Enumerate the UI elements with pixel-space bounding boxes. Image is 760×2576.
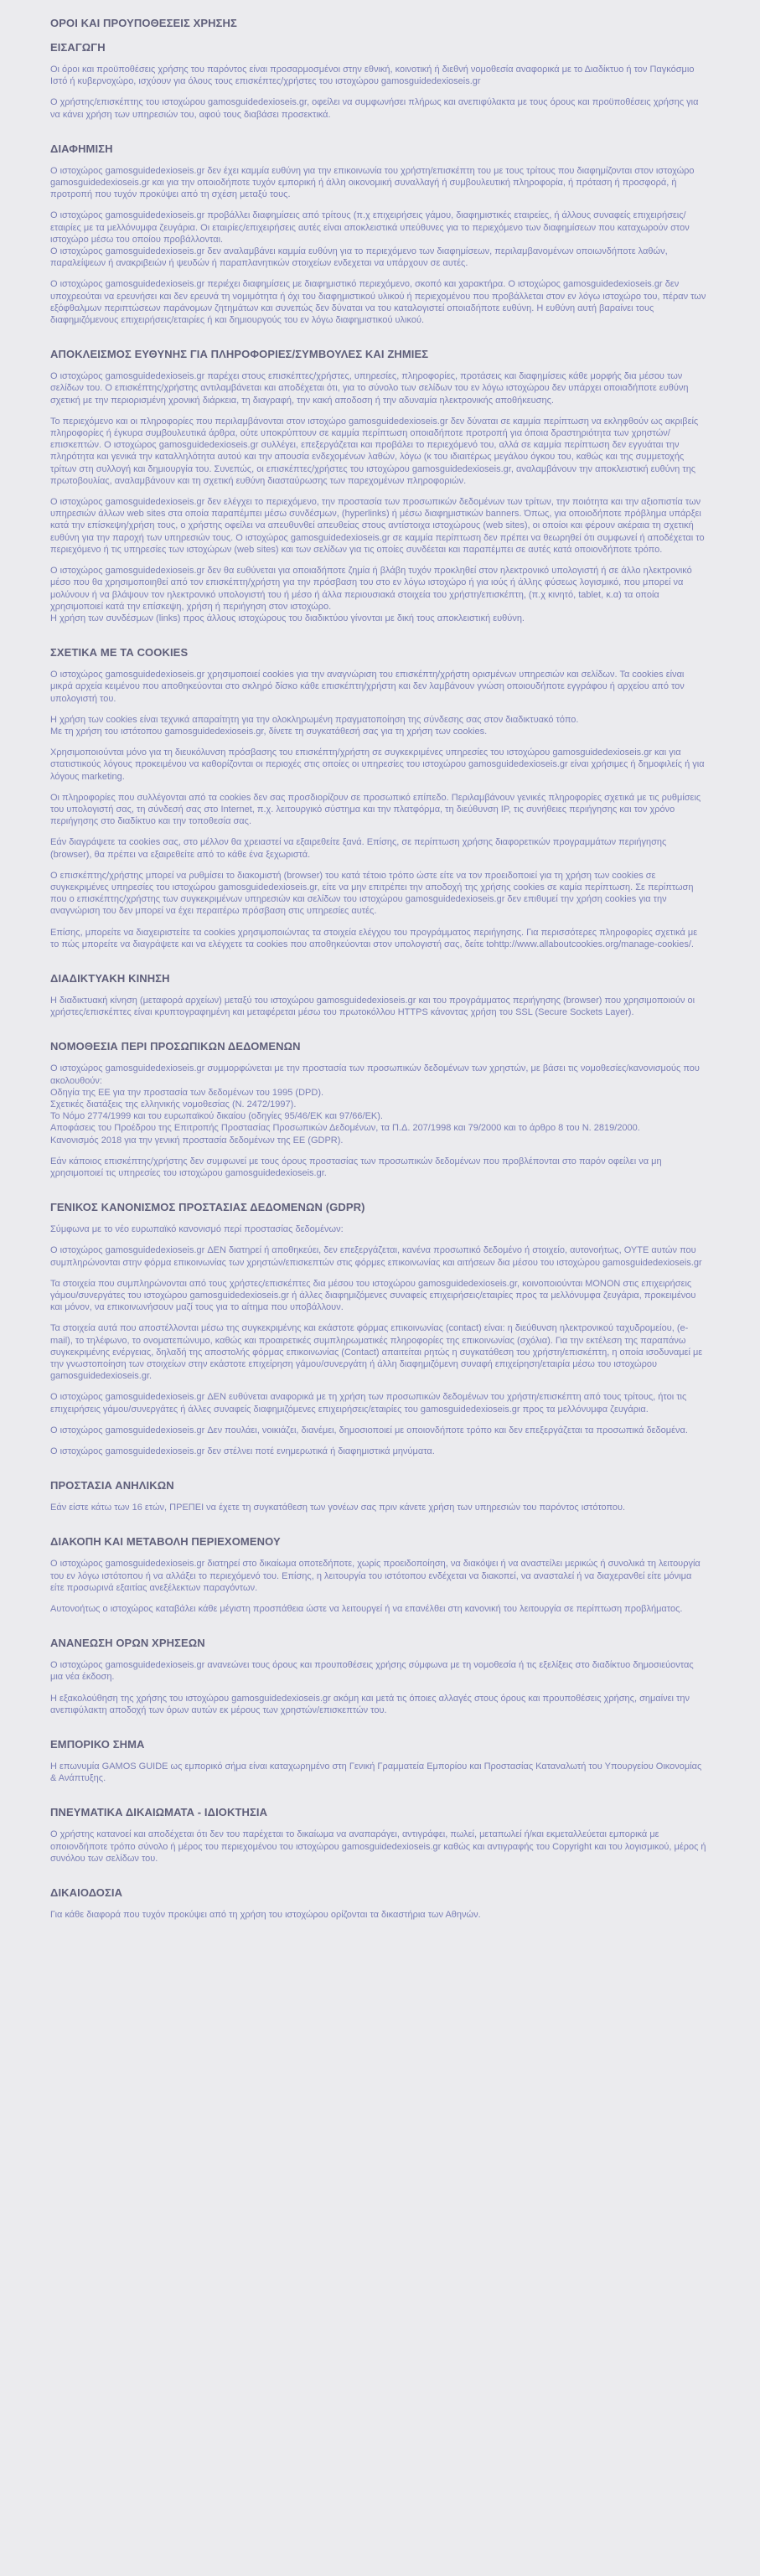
section-paragraph: Η χρήση των cookies είναι τεχνικά απαραίτητη για την ολοκληρωμένη πραγματοποίηση της σύνδεσης σας στον διαδικτυακό τόπο. Με τη χρήση του ιστότοπου gamosguidedexioseis.gr, δίνετε τη συγκατάθεσή σας για τη χρήση των cookies. — [50, 714, 579, 737]
section-paragraph: Οι όροι και προϋποθέσεις χρήσης του παρόντος είναι προσαρμοσμένοι στην εθνική, κοινοτική ή διεθνή νομοθεσία αναφορικά με το Διαδίκτυο ή τον Παγκόσμιο Ιστό ή κυβερνοχώρο, ισχύουν για όλους τους επισκέπτες/χρήστες του ιστοχώρου gamosguidedexioseis.gr — [50, 65, 695, 87]
section-heading: ΔΙΑΔΙΚΤΥΑΚΗ ΚΙΝΗΣΗ — [50, 971, 170, 985]
section-paragraph: Ο χρήστης/επισκέπτης του ιστοχώρου gamosguidedexioseis.gr, οφείλει να συμφωνήσει πλήρως και ανεπιφύλακτα με τους όρους και προϋποθέσεις χρήσης για να κάνει χρήση των υπηρεσιών του, αφού τους διαβάσει προσεκτικά. — [50, 97, 699, 120]
section-paragraph: Ο ιστοχώρος gamosguidedexioseis.gr παρέχει στους επισκέπτες/χρήστες, υπηρεσίες, πληροφορίες, προτάσεις και διαφημίσεις κάθε μορφής δια μέσου των σελίδων του. Ο επισκέπτης/χρήστης αντιλαμβάνεται και αποδέχεται ότι, για το σύνολο των σελίδων του εν λόγω ιστοχώρου δεν υπάρχει οποιαδήποτε ευθύνη σχετική με την περιορισμένη χρονική διάρκεια, τη διαγραφή, την κακή αποδοση ή την αδυναμία ηλεκτρονικής αποθήκευσης. — [50, 371, 689, 406]
section-paragraph: Σύμφωνα με το νέο ευρωπαϊκό κανονισμό περί προστασίας δεδομένων: — [50, 1224, 344, 1235]
terms-section — [50, 1040, 706, 1179]
section-paragraph: Ο ιστοχώρος gamosguidedexioseis.gr περιέχει διαφημίσεις με διαφημιστικό περιεχόμενο, σκοπό και χαρακτήρα. Ο ιστοχώρος gamosguidedexioseis.gr δεν υποχρεούται να ερευνήσει και δεν ερευνά τη νομιμότητα ή όχι του διαφημιστικού υλικού ή περιεχομένου που προβάλλεται στον εν λόγω ιστοχώρο του, πέραν των εξόφθαλμων περιπτώσεων παράνομων ζητημάτων και συνεπώς δεν δύναται να του καταλογιστεί οποιαδήποτε ευθύνη. Η ευθύνη αυτή βαραίνει τους διαφημιζόμενους επιχειρήσεις/εταιρίες ή και δημιουργούς του εν λόγω διαφημιστικού υλικού. — [50, 279, 706, 326]
section-heading: ΔΙΚΑΙΟΔΟΣΙΑ — [50, 1886, 123, 1900]
section-paragraph: Ο ιστοχώρος gamosguidedexioseis.gr προβάλλει διαφημίσεις από τρίτους (π.χ επιχειρήσεις γάμου, διαφημιστικές εταιρείες, ή άλλους συναφείς επιχειρήσεις/εταιρίες με τα μελλόνυμφα ζευγάρια. Οι εταιρίες/επιχειρήσεις αυτές είναι αποκλειστικά υπεύθυνες για το περιεχόμενο των διαφημίσεων που καταχωρούν στον ιστοχώρο μέσω του οποίου προβάλλονται. Ο ιστοχώρος gamosguidedexioseis.gr δεν αναλαμβάνει καμμία ευθύνη για το περιεχόμενο των διαφημίσεων, περιλαμβανομένων οποιωνδήποτε λαθών, παραλείψεων ή ανακριβειών ή ψευδών ή παραπλανητικών στοιχείων ενδεχεται να υπάρχουν σε αυτές. — [50, 210, 690, 269]
section-heading: ΠΝΕΥΜΑΤΙΚΑ ΔΙΚΑΙΩΜΑΤΑ - ΙΔΙΟΚΤΗΣΙΑ — [50, 1806, 268, 1819]
section-paragraph: Ο ιστοχώρος gamosguidedexioseis.gr χρησιμοποιεί cookies για την αναγνώριση του επισκέπτη/χρήστη ορισμένων υπηρεσιών και σελίδων. Τα cookies είναι μικρά αρχεία κειμένου που αποθηκεύονται στο σκληρό δίσκο κάθε επισκέπτη/χρήστη και δεν λαμβάνουν γνώση οποιουδήποτε εγγράφου ή αρχείου από τον υπολογιστή του. — [50, 670, 685, 704]
section-paragraph: Η επωνυμία GAMOS GUIDE ως εμπορικό σήμα είναι καταχωρημένο στη Γενική Γραμματεία Εμπορίου και Προστασίας Καταναλωτή του Υπουργείου Οικονομίας & Ανάπτυξης. — [50, 1761, 702, 1784]
section-heading: ΓΕΝΙΚΟΣ ΚΑΝΟΝΙΣΜΟΣ ΠΡΟΣΤΑΣΙΑΣ ΔΕΔΟΜΕΝΩΝ (GDPR) — [50, 1201, 365, 1214]
section-paragraph: Επίσης, μπορείτε να διαχειριστείτε τα cookies χρησιμοποιώντας τα στοιχεία ελέγχου του προγράμματος περιήγησης. Για περισσότερες πληροφορίες σχετικά με το πώς μπορείτε να διαγράψετε και να ελέγχετε τα cookies που αποθηκεύονται στον υπολογιστή σας, δείτε tohttp://www.allaboutcookies.org/manage-cookies/. — [50, 927, 698, 949]
section-paragraph: Τα στοιχεία που συμπληρώνονται από τους χρήστες/επισκέπτες δια μέσου του ιστοχώρου gamosguidedexioseis.gr, κοινοποιούνται ΜΟΝΟΝ στις επιχειρήσεις γάμου/συνεργάτες του ιστοχώρου gamosguidedexioseis.gr ή άλλες διαφημιζόμενες συναφείς επιχειρήσεις/εταιρίες προς τα μελλόνυμφα ζευγάρια, προκειμένου και μόνον, να επικοινωνήσουν μαζί τους για το αίτημα που υποβάλλουν. — [50, 1278, 696, 1313]
section-paragraph: Η εξακολούθηση της χρήσης του ιστοχώρου gamosguidedexioseis.gr ακόμη και μετά τις όποιες αλλαγές στους όρους και προυποθέσεις χρήσης, σημαίνει την ανεπιφύλακτη αποδοχή των όρων αυτών εκ μέρους των χρηστών/επισκεπτών του. — [50, 1693, 690, 1715]
terms-section — [50, 41, 706, 121]
terms-section — [50, 1637, 706, 1716]
terms-section — [50, 1479, 706, 1513]
section-paragraph: Ο ιστοχώρος gamosguidedexioseis.gr ανανεώνει τους όρους και προυποθέσεις χρήσης σύμφωνα με τη νομοθεσία ή τις εξελίξεις στο διαδίκτυο δημοσιεύοντας μια νέα έκδοση. — [50, 1660, 694, 1683]
section-paragraph: Ο χρήστης κατανοεί και αποδέχεται ότι δεν του παρέχεται το δικαίωμα να αναπαράγει, αντιγράφει, πωλεί, μεταπωλεί ή/και εκμεταλλεύεται εμπορικά με οποιονδήποτε τρόπο σύνολο ή μέρος του περιεχομένου του ιστοχώρου gamosguidedexioseis.gr καθώς και αντιγραφής του Copyright και του λογισμικού, μέρος ή συνόλου των σελίδων του. — [50, 1829, 706, 1864]
section-paragraph: Ο ιστοχώρος gamosguidedexioseis.gr δεν στέλνει ποτέ ενημερωτικά ή διαφημιστικά μηνύματα. — [50, 1446, 435, 1457]
section-paragraph: Η διαδικτυακή κίνηση (μεταφορά αρχείων) μεταξύ του ιστοχώρου gamosguidedexioseis.gr και του προγράμματος περιήγησης (browser) που χρησιμοποιούν οι χρήστες/επισκέπτες είναι κρυπτογραφημένη και μεταφέρεται μέσω του πρωτοκόλλου HTTPS κάνοντας χρήση του SSL (Secure Sockets Layer). — [50, 995, 695, 1018]
terms-section — [50, 1201, 706, 1457]
section-paragraph: Εάν κάποιος επισκέπτης/χρήστης δεν συμφωνεί με τους όρους προστασίας των προσωπικών δεδομένων που προβλέπονται στο παρόν οφείλει να μη χρησιμοποιεί τις υπηρεσίες του ιστοχώρου gamosguidedexioseis.gr. — [50, 1156, 662, 1178]
section-paragraph: Τα στοιχεία αυτά που αποστέλλονται μέσω της συγκεκριμένης και εκάστοτε φόρμας επικοινωνίας (contact) είναι: η διεύθυνση ηλεκτρονικού ταχυδρομείου, (e-mail), το τηλέφωνο, το ονοματεπώνυμο, καθώς και προαιρετικές συμπληρωματικές πληροφορίες της επικοινωνίας (σχόλια). Για την εκτέλεση της παραπάνω συγκεκριμένης ενέργειας, δηλαδή της αποστολής φόρμας επικοινωνίας (Contact) απαιτείται ρητώς η συγκατάθεση του χρήστη/επισκέπτη, η οποία ισοδυναμεί με την γνωστοποίηση των στοιχείων στην εκάστοτε επιχείρηση γάμου/συνεργάτη ή άλλη διαφημιζόμενη συναφή επιχείρηση/εταιρία μέσω του ιστοχώρου gamosguidedexioseis.gr. — [50, 1323, 703, 1382]
section-heading: ΕΙΣΑΓΩΓΗ — [50, 41, 106, 54]
terms-section — [50, 646, 706, 950]
section-paragraph: Ο ιστοχώρος gamosguidedexioseis.gr ΔΕΝ διατηρεί ή αποθηκεύει, δεν επεξεργάζεται, κανένα προσωπικό δεδομένο ή στοιχείο, αυτονοήτως, ΟΥΤΕ αυτών που συμπληρώνονται στην φόρμα επικοινωνίας των χρηστών/επισκεπτών στις φόρμες επικοινωνίας και αιτήσεων δια μέσου του ιστοχώρου gamosguidedexioseis.gr — [50, 1245, 702, 1268]
terms-section — [50, 348, 706, 624]
section-paragraph: Εάν είστε κάτω των 16 ετών, ΠΡΕΠΕΙ να έχετε τη συγκατάθεση των γονέων σας πριν κάνετε χρήση των υπηρεσιών του παρόντος ιστότοπου. — [50, 1503, 626, 1513]
section-paragraph: Οι πληροφορίες που συλλέγονται από τα cookies δεν σας προσδιορίζουν σε προσωπικό επίπεδο. Περιλαμβάνουν γενικές πληροφορίες σχετικά με τις ρυθμίσεις του υπολογιστή σας, τη σύνδεσή σας στο Internet, π.χ. λειτουργικό σύστημα και την πλατφόρμα, τη διεύθυνση IP, τις συνήθειες περιήγησης και τον χρόνο περιήγησης στο διαδίκτυο και την τοποθεσία σας. — [50, 792, 701, 827]
section-paragraph: Το περιεχόμενο και οι πληροφορίες που περιλαμβάνονται στον ιστοχώρο gamosguidedexioseis.gr δεν δύναται σε καμμία περίπτωση να εκληφθούν ως ακριβείς πληροφορίες ή έγκυρα συμβουλευτικά άρθρα, ούτε υποκρύπτουν σε καμμία περίπτωση οποιαδήποτε προτροπή για όποια δραστηριότητα των χρηστών/επισκεπτών. Ο ιστοχώρος gamosguidedexioseis.gr συλλέγει, επεξεργάζεται και προβάλει το περιεχόμενό του, αλλά σε καμμία περίπτωση δεν εγγυάται την πληρότητα και γενικά την καταλληλότητα αυτού και την απουσία ενδεχομένων λαθών, λόγω (κ του ιδιαιτέρως μεγάλου όγκου του, καθώς και της συμμετοχής τρίτων στη συλλογή και δημιουργία του. Συνεπώς, οι επισκέπτες/χρήστες του ιστοχώρου gamosguidedexioseis.gr, αναλαμβάνουν την αποκλειστική ευθύνη της πρωτοβουλίας, αναλαμβάνουν και τη σχετική ευθύνη διασταύρωσης των παρεχομένων πληροφοριών. — [50, 416, 699, 486]
section-paragraph: Ο ιστοχώρος gamosguidedexioseis.gr συμμορφώνεται με την προστασία των προσωπικών δεδομένων των χρηστών, με βάσει τις νομοθεσίες/κανονισμούς που ακολουθούν: Οδηγία της ΕΕ για την προστασία των δεδομένων του 1995 (DPD). Σχετικές διατάξεις της ελληνικής νομοθεσίας (Ν. 2472/1997). Το Νόμο 2774/1999 και του ευρωπαϊκού δικαίου (οδηγίες 95/46/ΕΚ και 97/66/ΕΚ). Αποφάσεις του Προέδρου της Επιτροπής Προστασίας Προσωπικών Δεδομένων, τα Π.Δ. 207/1998 και 79/2000 και το άρθρο 8 του Ν. 2819/2000. Κανονισμός 2018 για την γενική προστασία δεδομένων της ΕΕ (GDPR). — [50, 1063, 700, 1146]
section-heading: ΔΙΑΚΟΠΗ ΚΑΙ ΜΕΤΑΒΟΛΗ ΠΕΡΙΕΧΟΜΕΝΟΥ — [50, 1535, 281, 1549]
section-paragraph: Ο ιστοχώρος gamosguidedexioseis.gr Δεν πουλάει, νοικιάζει, διανέμει, δημοσιοποιεί με οποιονδήποτε τρόπο και δεν επεξεργάζεται τα προσωπικά δεδομένα. — [50, 1425, 688, 1435]
section-heading: ΑΠΟΚΛΕΙΣΜΟΣ ΕΥΘΥΝΗΣ ΓΙΑ ΠΛΗΡΟΦΟΡΙΕΣ/ΣΥΜΒΟΥΛΕΣ ΚΑΙ ΖΗΜΙΕΣ — [50, 348, 429, 361]
page-title: ΟΡΟΙ ΚΑΙ ΠΡΟΥΠΟΘΕΣΕΙΣ ΧΡΗΣΗΣ — [50, 17, 237, 29]
terms-section — [50, 972, 706, 1018]
section-paragraph: Για κάθε διαφορά που τυχόν προκύψει από τη χρήση του ιστοχώρου ορίζονται τα δικαστήρια των Αθηνών. — [50, 1910, 481, 1921]
section-heading: ΕΜΠΟΡΙΚΟ ΣΗΜΑ — [50, 1738, 145, 1751]
section-paragraph: Ο ιστοχώρος gamosguidedexioseis.gr διατηρεί στο δικαίωμα οποτεδήποτε, χωρίς προειδοποίηση, να διακόψει ή να αναστείλει μερικώς ή συνολικά τη λειτουργία του εν λόγω ιστότοπου ή να αλλάξει το περιεχόμενό του. Επίσης, η λειτουργία του ιστότοπου ενδέχεται να διακοπεί, να ανασταλεί ή να διαχερανθεί είτε μόνιμα είτε προσωρινά εξαιτίας ανεξέλεκτων παραγόντων. — [50, 1559, 701, 1593]
section-heading: ΔΙΑΦΗΜΙΣΗ — [50, 142, 113, 155]
sections-container — [50, 41, 706, 1921]
terms-section — [50, 1806, 706, 1865]
section-heading: ΣΧΕΤΙΚΑ ΜΕ ΤΑ COOKIES — [50, 646, 189, 660]
section-paragraph: Αυτονοήτως ο ιστοχώρος καταβάλει κάθε μέγιστη προσπάθεια ώστε να λειτουργεί ή να επανέλθει στη κανονική του λειτουργία σε περίπτωση προβλήματος. — [50, 1604, 683, 1615]
section-paragraph: Ο επισκέπτης/χρήστης μπορεί να ρυθμίσει το διακομιστή (browser) του κατά τέτοιο τρόπο ώστε είτε να τον προειδοποιεί για τη χρήση των cookies σε συγκεκριμένες υπηρεσίες του ιστοχώρου gamosguidedexioseis.gr, είτε να μην επιτρέπει την αποδοχή της χρήσης cookies σε καμία περίπτωση. Σε περίπτωση που ο επισκέπτης/χρήστης των συγκεκριμένων υπηρεσιών και σελίδων του ιστοχώρου gamosguidedexioseis.gr δεν επιθυμεί την χρήση cookies για την αναγνώριση του δεν μπορεί να έχει περαιτέρω πρόσβαση στις υπηρεσίες αυτές. — [50, 870, 694, 917]
section-paragraph: Ο ιστοχώρος gamosguidedexioseis.gr δεν θα ευθύνεται για οποιαδήποτε ζημία ή βλάβη τυχόν προκληθεί στον ηλεκτρονικό υπολογιστή ή σε άλλο ηλεκτρονικό μέσο που θα χρησιμοποιηθεί από τον επισκέπτη/χρήστη για την πρόσβαση του στο εν λόγω ιστοχώρο ή για ιούς ή άλλης φύσεως λογισμικό, που μπορεί να μολύνουν ή να βλάψουν τον ηλεκτρονικό υπολογιστή του ή μέσο ή άλλα περιουσιακά στοιχεία του χρήστη/επισκέπτη, (π.χ κινητό, tablet, κ.α) τα οποία χρησιμοποιεί κατά την επίσκεψη, χρήση ή περιήγηση στον ιστοχώρο. Η χρήση των συνδέσμων (links) προς άλλους ιστοχώρους του διαδικτύου γίνονται με δική τους αποκλειστική ευθύνη. — [50, 566, 692, 623]
section-paragraph: Ο ιστοχώρος gamosguidedexioseis.gr ΔΕΝ ευθύνεται αναφορικά με τη χρήση των προσωπικών δεδομένων του χρήστη/επισκέπτη από τους τρίτους, ήτοι τις επιχειρήσεις γάμου/συνεργάτες ή άλλες συναφείς διαφημιζόμενες επιχειρήσεις/εταιρίες του gamosguidedexioseis.gr προς τα μελλόνυμφα ζευγάρια. — [50, 1392, 687, 1415]
section-heading: ΝΟΜΟΘΕΣΙΑ ΠΕΡΙ ΠΡΟΣΩΠΙΚΩΝ ΔΕΔΟΜΕΝΩΝ — [50, 1040, 301, 1053]
section-paragraph: Ο ιστοχώρος gamosguidedexioseis.gr δεν έχει καμμία ευθύνη για την επικοινωνία του χρήστη/επισκέπτη του με τους τρίτους που διαφημίζονται στον ιστοχώρο gamosguidedexioseis.gr και για την οποιοδήποτε τυχόν εμπορική ή άλλη οικονομική συναλλαγή ή συμβουλευτική πληροφορία, ή πρόταση ή προσφορά, ή προτροπή που τυχόν προκύψει από τη σχέση μεταξύ τους. — [50, 165, 695, 200]
section-paragraph: Χρησιμοποιούνται μόνο για τη διευκόλυνση πρόσβασης του επισκέπτη/χρήστη σε συγκεκριμένες υπηρεσίες του ιστοχώρου gamosguidedexioseis.gr και για στατιστικούς λόγους προκειμένου να καθορίζονται οι περιοχές στις οποίες οι υπηρεσίες του ιστοχώρου gamosguidedexioseis.gr είναι χρήσιμες ή δημοφιλείς ή για λόγους marketing. — [50, 747, 705, 782]
section-heading: ΠΡΟΣΤΑΣΙΑ ΑΝΗΛΙΚΩΝ — [50, 1479, 174, 1492]
section-paragraph: Ο ιστοχώρος gamosguidedexioseis.gr δεν ελέγχει το περιεχόμενο, την προστασία των προσωπικών δεδομένων των τρίτων, την ποιότητα και την αξιοπιστία των υπηρεσιών άλλων web sites στα οποία παραπέμπει μέσω συνδέσμων, (hyperlinks) ή μέσω διαφημιστικών banners. Όπως, για οποιοδήποτε πρόβλημα υπάρξει κατά την επίσκεψη/χρήση τους, ο χρήστης οφείλει να απευθυνθεί απευθείας στους αντίστοιχα ιστοχώρους (web sites), οι οποίοι και φέρουν ακέραια τη σχετική ευθύνη για την παροχή των υπηρεσιών τους. Ο ιστοχώρος gamosguidedexioseis.gr σε καμμία περίπτωση δεν πρέπει να θεωρηθεί ότι συμφωνεί ή αποδέχεται το περιεχόμενο ή τις υπηρεσίες των ιστοχώρων (web sites) και των σελίδων για τις οποίες συνδέεται και παραπέμπει σε αυτές κατά οποιονδήποτε τρόπο. — [50, 497, 705, 555]
section-paragraph: Εάν διαγράψετε τα cookies σας, στο μέλλον θα χρειαστεί να εξαιρεθείτε ξανά. Επίσης, σε περίπτωση χρήσης διαφορετικών προγραμμάτων περιήγησης (browser), θα πρέπει να εξαιρεθείτε από το κάθε ένα ξεχωριστά. — [50, 837, 667, 860]
terms-section — [50, 142, 706, 326]
terms-section — [50, 1738, 706, 1784]
terms-section — [50, 1886, 706, 1921]
section-heading: ΑΝΑΝΕΩΣΗ ΟΡΩΝ ΧΡΗΣΕΩΝ — [50, 1637, 205, 1650]
terms-section — [50, 1535, 706, 1615]
